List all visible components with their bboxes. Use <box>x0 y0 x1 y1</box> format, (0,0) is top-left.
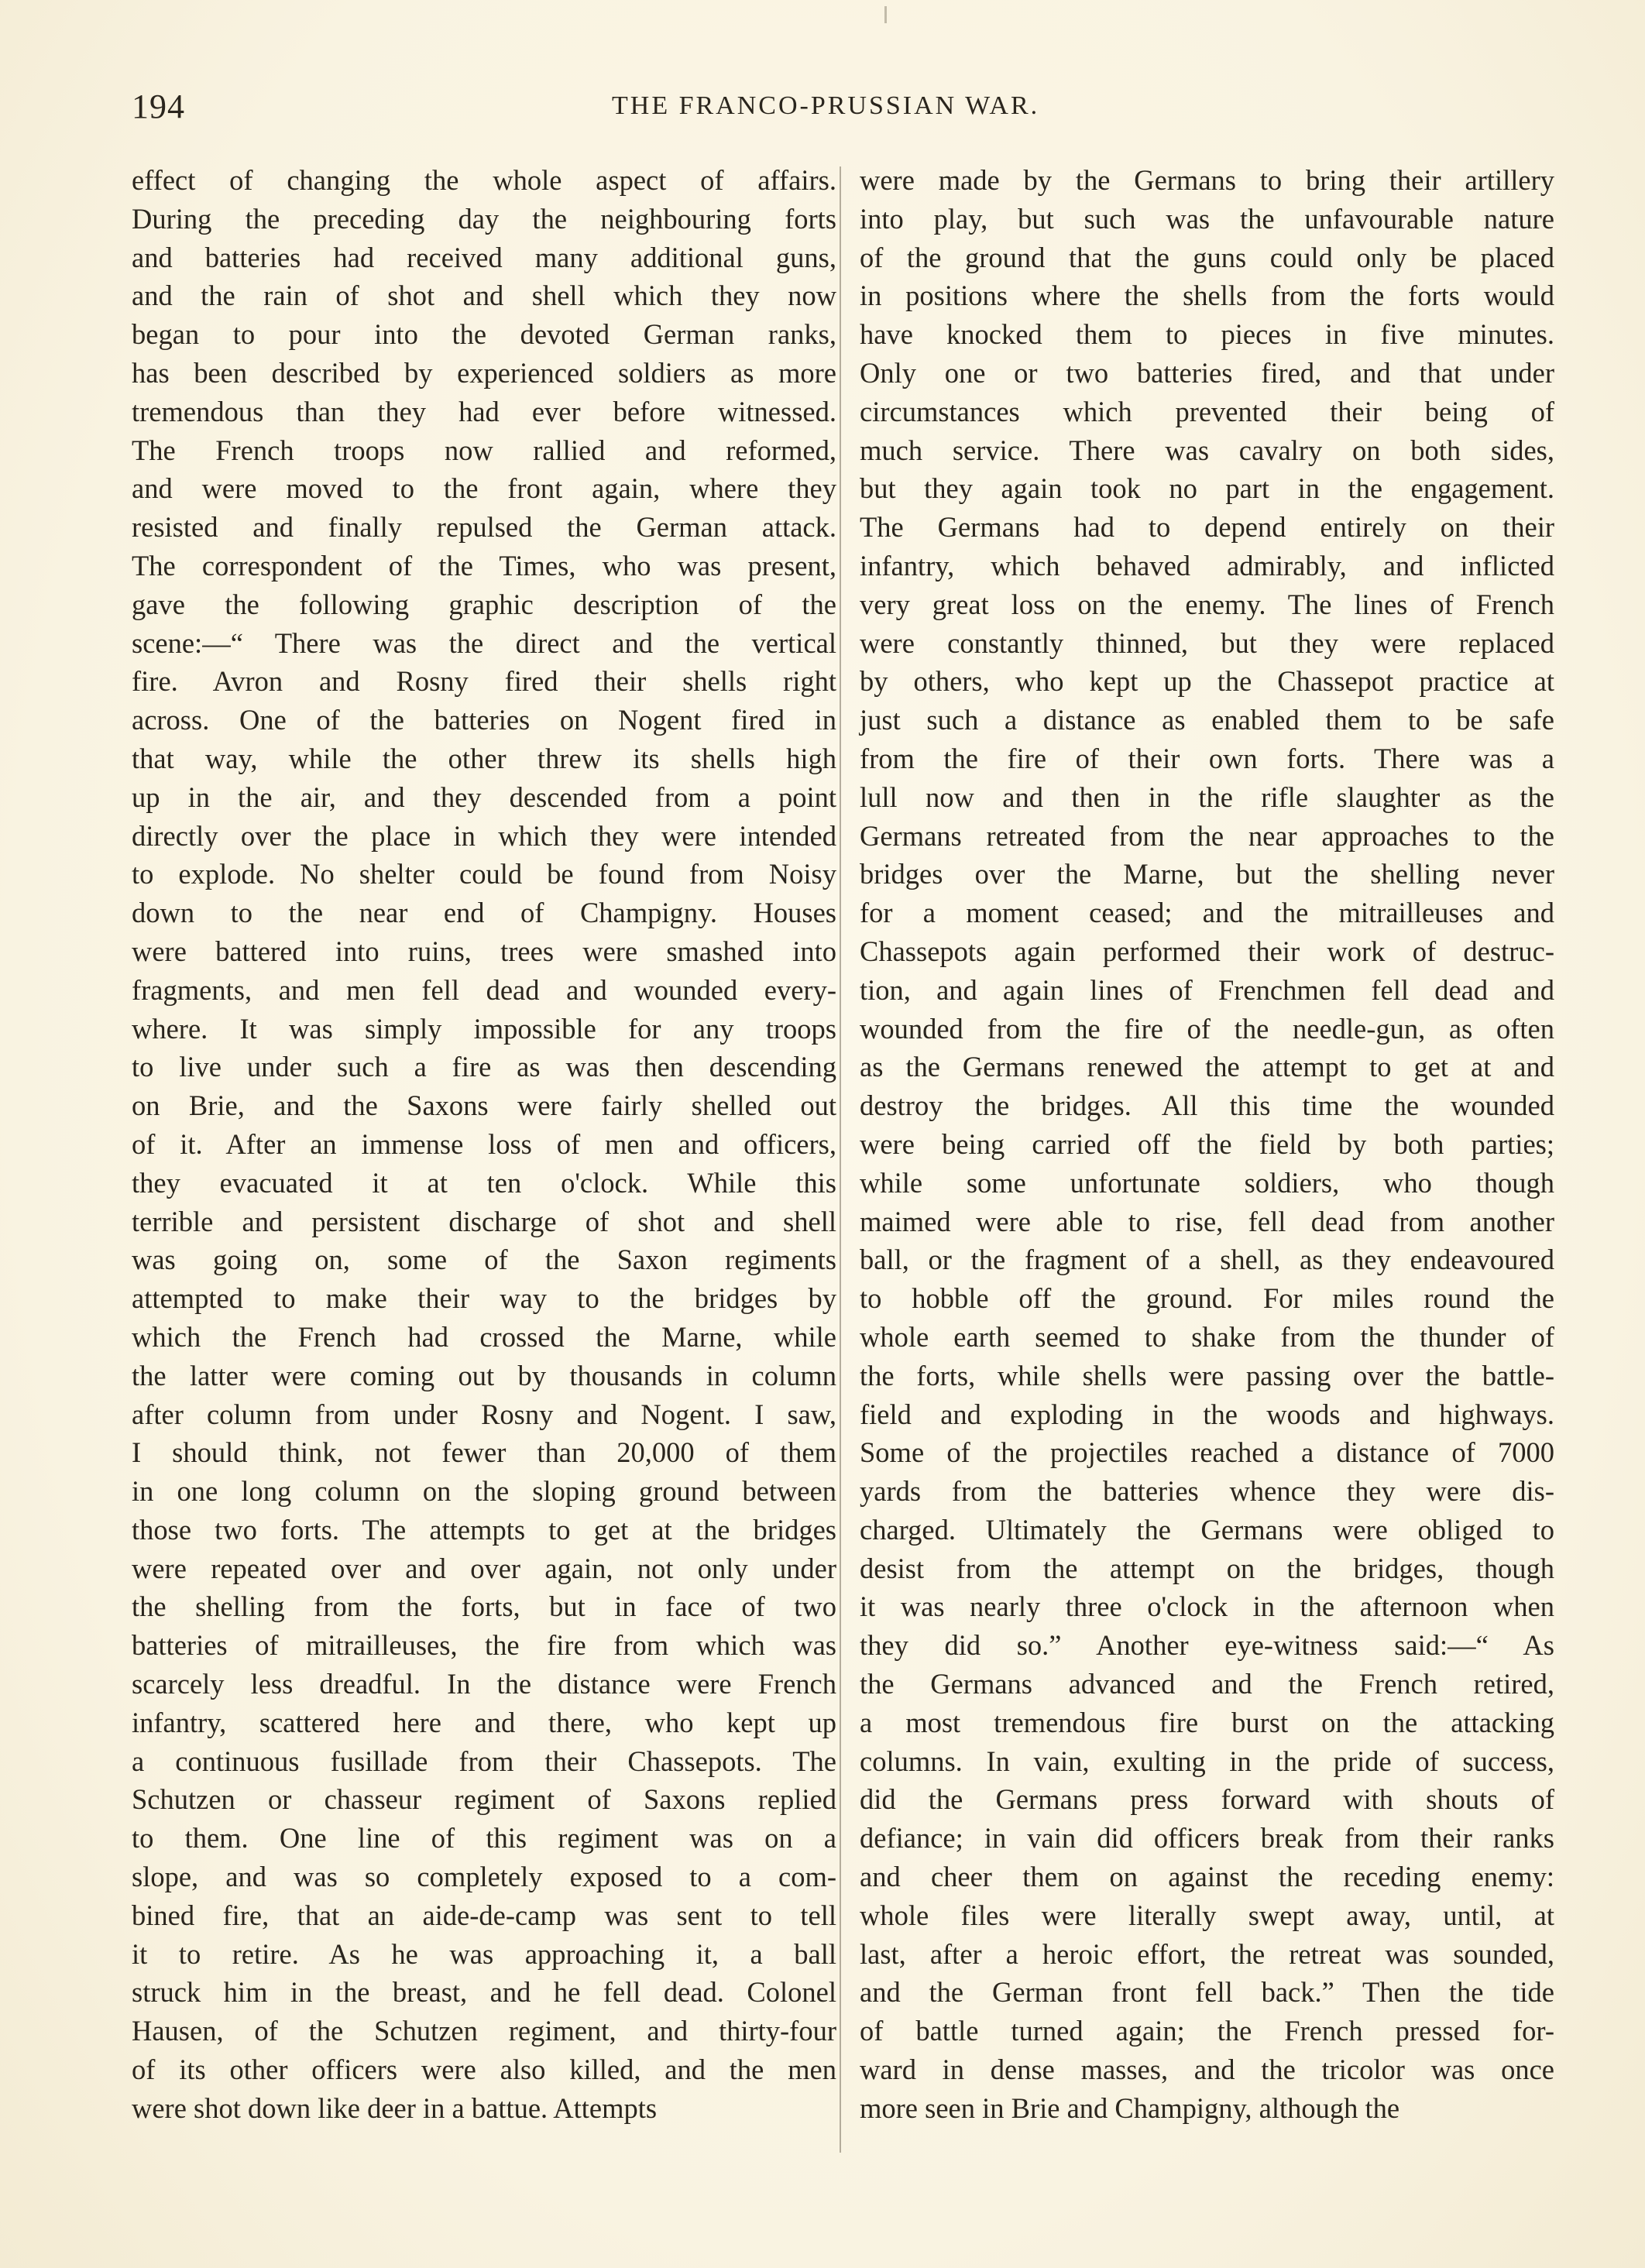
text-line: were battered into ruins, trees were smashed into <box>132 935 836 967</box>
text-line: has been described by experienced soldiers as more <box>132 356 836 389</box>
text-line: were repeated over and over again, not only under <box>132 1552 836 1584</box>
text-line: desist from the attempt on the bridges, though <box>860 1552 1554 1584</box>
text-line: of battle turned again; the French pressed for- <box>860 2015 1554 2047</box>
text-line: and were moved to the front again, where they <box>132 472 836 505</box>
text-line: on Brie, and the Saxons were fairly shelled out <box>132 1089 836 1122</box>
text-line: in one long column on the sloping ground between <box>132 1475 836 1508</box>
text-line: batteries of mitrailleuses, the fire from which was <box>132 1629 836 1662</box>
text-line: to hobble off the ground. For miles round the <box>860 1282 1554 1315</box>
text-line: of it. After an immense loss of men and officers, <box>132 1127 836 1160</box>
text-line: resisted and finally repulsed the German attack. <box>132 511 836 544</box>
text-line: were constantly thinned, but they were replaced <box>860 626 1554 659</box>
text-line: columns. In vain, exulting in the pride of success, <box>860 1745 1554 1777</box>
text-line: The correspondent of the Times, who was present, <box>132 549 836 582</box>
text-line: was going on, some of the Saxon regiments <box>132 1244 836 1276</box>
top-mark <box>884 6 887 23</box>
text-line: just such a distance as enabled them to be safe <box>860 704 1554 736</box>
text-line: by others, who kept up the Chassepot practice at <box>860 665 1554 698</box>
text-line: During the preceding day the neighbouring forts <box>132 202 836 235</box>
text-line: a most tremendous fire burst on the attacking <box>860 1706 1554 1738</box>
text-line: it to retire. As he was approaching it, a ball <box>132 1937 836 1970</box>
text-line: the latter were coming out by thousands in column <box>132 1359 836 1391</box>
text-line: Schutzen or chasseur regiment of Saxons replied <box>132 1783 836 1816</box>
text-line: into play, but such was the unfavourable nature <box>860 202 1554 235</box>
text-line: were being carried off the field by both parties; <box>860 1127 1554 1160</box>
text-line: they evacuated it at ten o'clock. While this <box>132 1166 836 1199</box>
text-line: gave the following graphic description of the <box>132 588 836 620</box>
text-line: more seen in Brie and Champigny, although the <box>860 2091 1400 2124</box>
text-line: but they again took no part in the engagement. <box>860 472 1554 505</box>
text-line: the forts, while shells were passing over the battle- <box>860 1359 1554 1391</box>
text-line: Hausen, of the Schutzen regiment, and thirty-four <box>132 2015 836 2047</box>
text-line: fire. Avron and Rosny fired their shells right <box>132 665 836 698</box>
text-line: it was nearly three o'clock in the afternoon when <box>860 1590 1554 1623</box>
text-line: have knocked them to pieces in five minutes. <box>860 318 1554 351</box>
text-line: lull now and then in the rifle slaughter as the <box>860 781 1554 813</box>
text-line: maimed were able to rise, fell dead from another <box>860 1205 1554 1237</box>
text-line: across. One of the batteries on Nogent fired in <box>132 704 836 736</box>
text-line: Only one or two batteries fired, and that under <box>860 356 1554 389</box>
text-line: scarcely less dreadful. In the distance were French <box>132 1668 836 1700</box>
text-line: up in the air, and they descended from a point <box>132 781 836 813</box>
text-line: while some unfortunate soldiers, who though <box>860 1166 1554 1199</box>
text-line: very great loss on the enemy. The lines of French <box>860 588 1554 620</box>
text-line: to live under such a fire as was then descending <box>132 1051 836 1083</box>
text-line: wounded from the fire of the needle-gun, as often <box>860 1012 1554 1045</box>
text-line: in positions where the shells from the forts would <box>860 280 1554 312</box>
text-line: and cheer them on against the receding enemy: <box>860 1861 1554 1893</box>
text-line: of the ground that the guns could only be placed <box>860 241 1554 273</box>
text-line: to explode. No shelter could be found from Noisy <box>132 858 836 890</box>
text-line: and the rain of shot and shell which they now <box>132 280 836 312</box>
left-column <box>132 161 836 2143</box>
right-column <box>860 161 1554 2143</box>
text-line: down to the near end of Champigny. Houses <box>132 897 836 929</box>
text-line: and the German front fell back.” Then the tide <box>860 1976 1554 2009</box>
text-line: effect of changing the whole aspect of affairs. <box>132 164 836 196</box>
text-line: ward in dense masses, and the tricolor was once <box>860 2054 1554 2086</box>
text-line: The Germans had to depend entirely on their <box>860 511 1554 544</box>
text-line: circumstances which prevented their being of <box>860 395 1554 427</box>
text-line: bined fire, that an aide-de-camp was sent to tell <box>132 1899 836 1931</box>
text-line: which the French had crossed the Marne, while <box>132 1320 836 1353</box>
text-line: terrible and persistent discharge of shot and shell <box>132 1205 836 1237</box>
text-line: destroy the bridges. All this time the wounded <box>860 1089 1554 1122</box>
text-line: last, after a heroic effort, the retreat was sounded, <box>860 1937 1554 1970</box>
text-line: a continuous fusillade from their Chassepots. The <box>132 1745 836 1777</box>
text-line: The French troops now rallied and reformed, <box>132 434 836 466</box>
page-number: 194 <box>132 87 185 125</box>
text-line: tion, and again lines of Frenchmen fell dead and <box>860 973 1554 1006</box>
column-divider <box>840 166 841 2153</box>
running-title: THE FRANCO-PRUSSIAN WAR. <box>612 91 1040 120</box>
text-line: struck him in the breast, and he fell dead. Colonel <box>132 1976 836 2009</box>
text-line: to them. One line of this regiment was on a <box>132 1822 836 1855</box>
text-line: as the Germans renewed the attempt to get at and <box>860 1051 1554 1083</box>
text-line: and batteries had received many additional guns, <box>132 241 836 273</box>
text-line: the shelling from the forts, but in face of two <box>132 1590 836 1623</box>
text-line: yards from the batteries whence they were dis- <box>860 1475 1554 1508</box>
text-line: Some of the projectiles reached a distance of 7000 <box>860 1436 1554 1469</box>
text-line: fragments, and men fell dead and wounded every- <box>132 973 836 1006</box>
text-line: did the Germans press forward with shouts of <box>860 1783 1554 1816</box>
text-line: attempted to make their way to the bridges by <box>132 1282 836 1315</box>
text-line: bridges over the Marne, but the shelling never <box>860 858 1554 890</box>
text-line: ball, or the fragment of a shell, as they endeavoured <box>860 1244 1554 1276</box>
text-line: were shot down like deer in a battue. Attempts <box>132 2091 658 2124</box>
text-line: Germans retreated from the near approaches to the <box>860 819 1554 852</box>
text-line: Chassepots again performed their work of destruc- <box>860 935 1554 967</box>
text-line: began to pour into the devoted German ranks, <box>132 318 836 351</box>
text-line: infantry, scattered here and there, who kept up <box>132 1706 836 1738</box>
text-line: for a moment ceased; and the mitrailleuses and <box>860 897 1554 929</box>
text-line: of its other officers were also killed, and the men <box>132 2054 836 2086</box>
text-line: that way, while the other threw its shells high <box>132 742 836 774</box>
text-line: those two forts. The attempts to get at the bridges <box>132 1513 836 1546</box>
text-line: defiance; in vain did officers break from their ranks <box>860 1822 1554 1855</box>
text-line: slope, and was so completely exposed to a com- <box>132 1861 836 1893</box>
page-header <box>132 87 1553 133</box>
text-line: from the fire of their own forts. There was a <box>860 742 1554 774</box>
text-line: were made by the Germans to bring their artillery <box>860 164 1554 196</box>
text-line: after column from under Rosny and Nogent. I saw, <box>132 1398 836 1430</box>
text-line: infantry, which behaved admirably, and inflicted <box>860 549 1554 582</box>
text-line: scene:—“ There was the direct and the vertical <box>132 626 836 659</box>
text-line: they did so.” Another eye-witness said:—“ As <box>860 1629 1554 1662</box>
text-line: tremendous than they had ever before witnessed. <box>132 395 836 427</box>
text-line: much service. There was cavalry on both sides, <box>860 434 1554 466</box>
text-line: where. It was simply impossible for any troops <box>132 1012 836 1045</box>
text-line: charged. Ultimately the Germans were obliged to <box>860 1513 1554 1546</box>
text-line: I should think, not fewer than 20,000 of them <box>132 1436 836 1469</box>
text-line: whole files were literally swept away, until, at <box>860 1899 1554 1931</box>
text-line: whole earth seemed to shake from the thunder of <box>860 1320 1554 1353</box>
text-line: the Germans advanced and the French retired, <box>860 1668 1554 1700</box>
text-line: field and exploding in the woods and highways. <box>860 1398 1554 1430</box>
text-line: directly over the place in which they were intended <box>132 819 836 852</box>
